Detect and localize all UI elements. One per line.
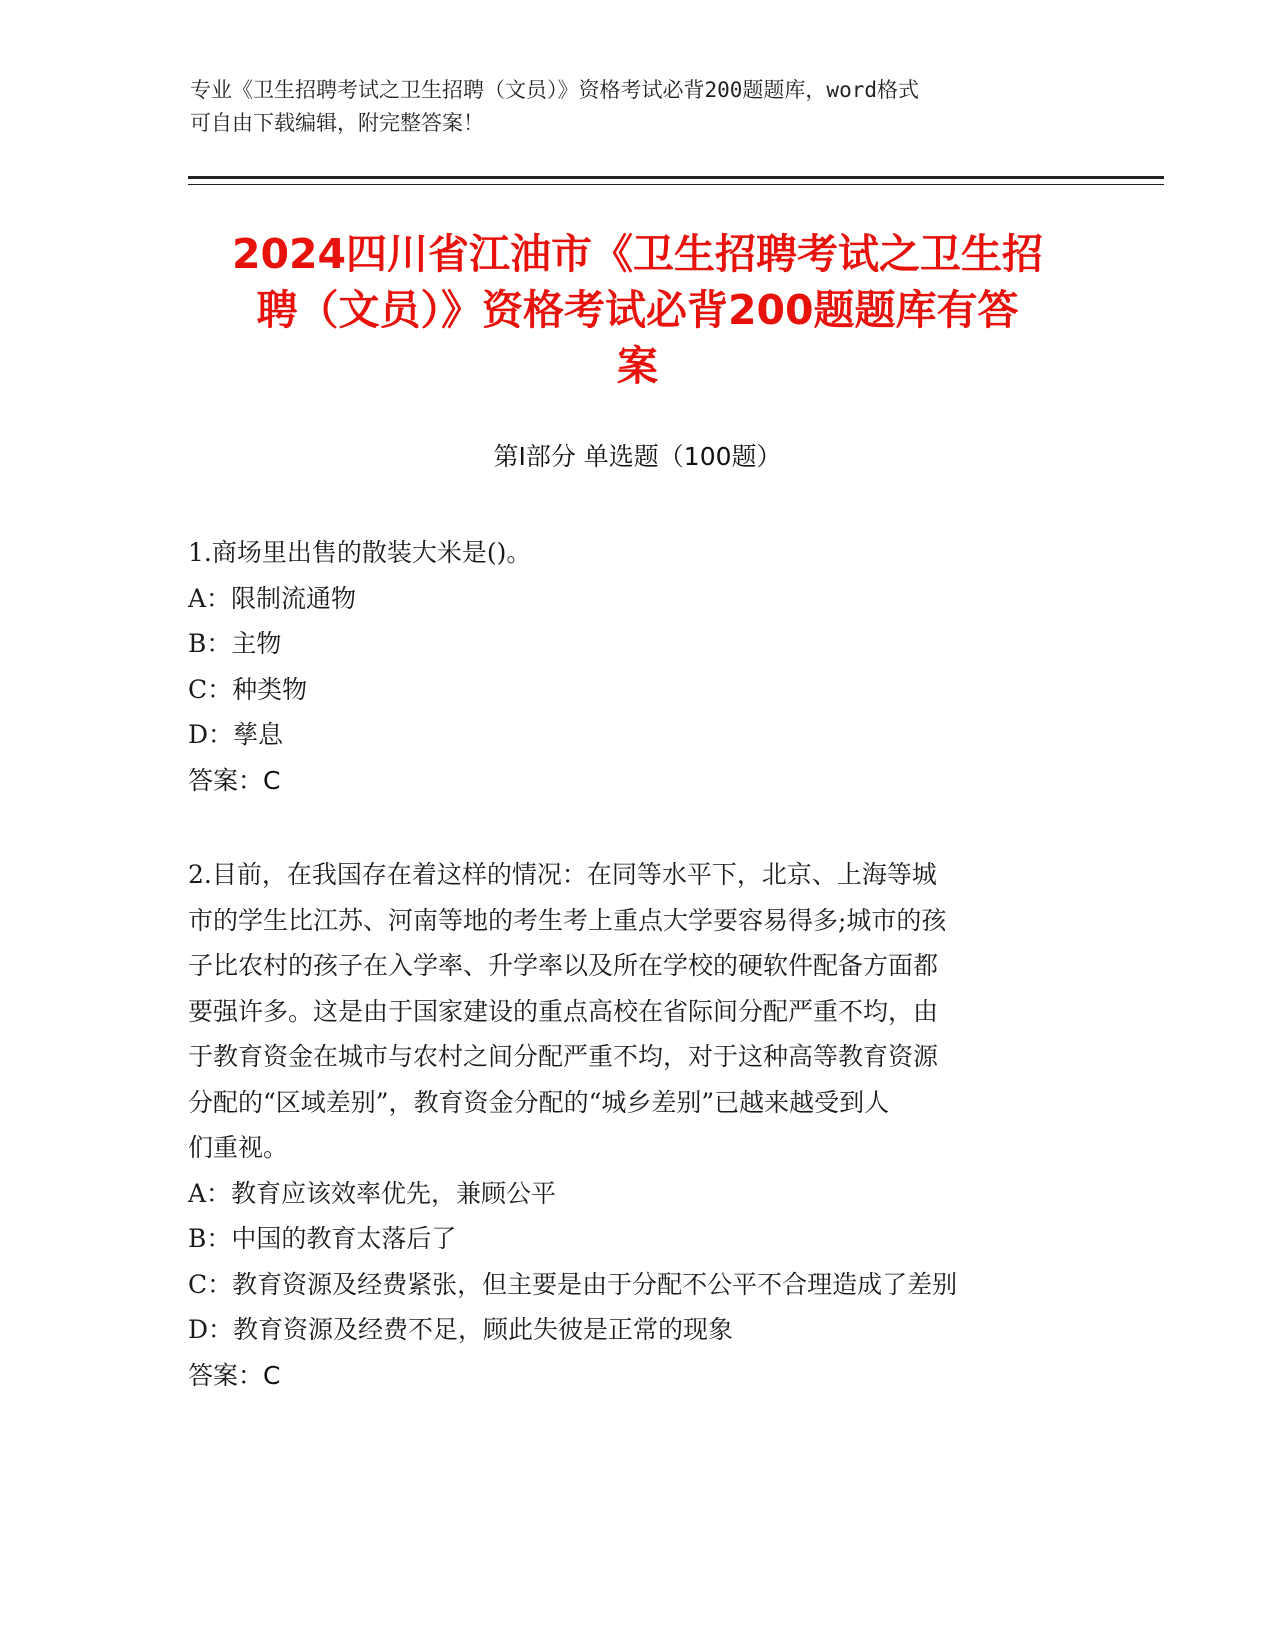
question-stem: 要强许多。这是由于国家建设的重点高校在省际间分配严重不均，由 [188, 996, 939, 1026]
option-b: B：主物 [188, 629, 282, 658]
option-d: D：教育资源及经费不足，顾此失彼是正常的现象 [188, 1315, 734, 1344]
option-a: A：限制流通物 [188, 583, 357, 613]
header-divider-thin [188, 184, 1164, 185]
title-line: 聘（文员）》资格考试必背200题题库有答 [256, 286, 1019, 334]
question-stem: 分配的“区域差别”，教育资金分配的“城乡差别”已越来越受到人 [188, 1087, 890, 1117]
question-1 [188, 530, 1088, 803]
document-title [150, 226, 1125, 394]
header-note-line: 专业《卫生招聘考试之卫生招聘（文员）》资格考试必背200题题库，word格式 [190, 78, 919, 102]
title-line: 案 [617, 342, 658, 390]
question-stem: 子比农村的孩子在入学率、升学率以及所在学校的硬软件配备方面都 [188, 951, 939, 980]
option-c: C：教育资源及经费紧张，但主要是由于分配不公平不合理造成了差别 [188, 1269, 958, 1299]
option-a: A：教育应该效率优先，兼顾公平 [188, 1178, 557, 1208]
question-stem: 2.目前，在我国存在着这样的情况：在同等水平下，北京、上海等城 [188, 860, 937, 889]
header-note-line: 可自由下载编辑，附完整答案！ [190, 111, 484, 135]
question-2 [188, 852, 1088, 1398]
option-c: C：种类物 [188, 674, 308, 704]
title-line: 2024四川省江油市《卫生招聘考试之卫生招 [231, 230, 1044, 278]
question-stem: 于教育资金在城市与农村之间分配严重不均，对于这种高等教育资源 [188, 1042, 939, 1071]
question-stem: 们重视。 [188, 1133, 289, 1162]
header-divider-thick [188, 176, 1164, 179]
answer: 答案：C [188, 765, 281, 795]
question-stem: 1.商场里出售的散装大米是()。 [188, 538, 532, 567]
option-d: D：孳息 [188, 720, 284, 749]
option-b: B：中国的教育太落后了 [188, 1224, 457, 1253]
header-note [190, 74, 1090, 140]
section-heading: 第Ⅰ部分 单选题（100题） [493, 442, 782, 471]
answer: 答案：C [188, 1360, 281, 1390]
question-stem: 市的学生比江苏、河南等地的考生考上重点大学要容易得多;城市的孩 [188, 905, 947, 935]
